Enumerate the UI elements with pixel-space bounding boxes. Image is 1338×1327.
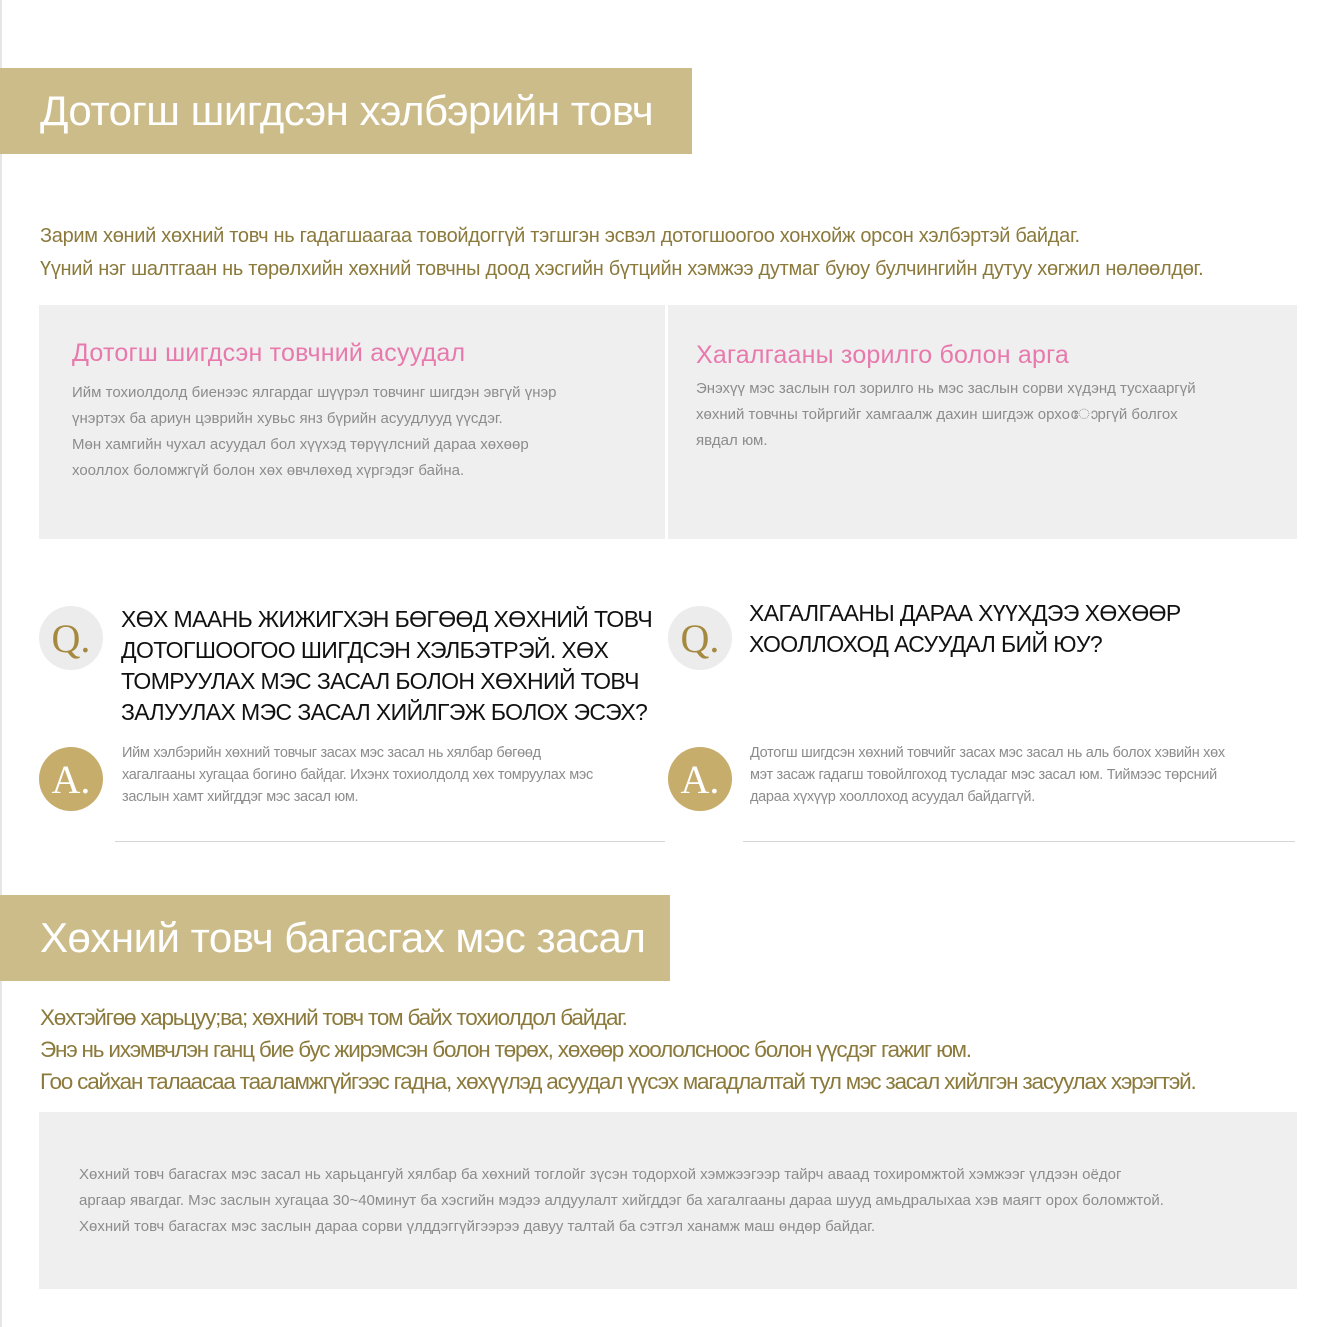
section-title-nipple-reduction [0, 895, 670, 981]
purpose-box [668, 305, 1297, 539]
page-left-rule [0, 0, 2, 1327]
description-line: Хөхний товч багасгах мэс заслын дараа сорви үлддэггүйгээрээ давуу талтай ба сэтгэл ханамж маш өндөр байдаг. [79, 1218, 875, 1235]
question-badge [668, 606, 732, 670]
answer-line: дараа хүхүүр хооллоход асуудал байдаггүй. [750, 789, 1035, 805]
answer-badge [668, 747, 732, 811]
section2-intro [40, 1002, 1310, 1098]
problem-line: Ийм тохиолдолд биенээс ялгардаг шүүрэл товчинг шигдэн эвгүй үнэр [72, 384, 557, 401]
section-title-text: Хөхний товч багасгах мэс засал [40, 914, 646, 961]
intro-line: Энэ нь ихэмвчлэн ганц бие бус жирэмсэн болон төрөх, хөхөөр хоололсноос болон үүсдэг гажиг юм. [40, 1037, 971, 1062]
answer-mark-text: A. [51, 756, 91, 802]
purpose-line: явдал юм. [696, 432, 768, 449]
question-line: ЗАЛУУЛАХ МЭС ЗАСАЛ ХИЙЛГЭЖ БОЛОХ ЭСЭХ? [121, 699, 648, 725]
reduction-description-box [39, 1112, 1297, 1289]
question-line: ТОМРУУЛАХ МЭС ЗАСАЛ БОЛОН ХӨХНИЙ ТОВЧ [121, 668, 639, 694]
question-text [749, 598, 1289, 660]
qa-divider [743, 841, 1295, 842]
intro-line: Гоо сайхан талаасаа тааламжгүйгээс гадна, хөхүүлэд асуудал үүсэх магадлалтай тул мэс засал хийлгэн засуулах хэрэгтэй. [40, 1069, 1196, 1094]
question-line: ХӨХ МААНЬ ЖИЖИГХЭН БӨГӨӨД ХӨХНИЙ ТОВЧ [121, 606, 653, 632]
purpose-line: хөхний товчны тойргийг хамгаалж дахин шигдэж орхоോргүй болгох [696, 406, 1178, 423]
description-line: Хөхний товч багасгах мэс засал нь харьцангуй хялбар ба хөхний тоглойг зүсэн тодорхой хэмжээгээр тайрч аваад тохиромжтой хэмжээг үлдээн оёдог [79, 1166, 1122, 1183]
section1-intro [40, 220, 1300, 286]
problem-heading: Дотогш шигдсэн товчний асуудал [72, 339, 466, 367]
section-title-text: Дотогш шигдсэн хэлбэрийн товч [40, 87, 654, 134]
answer-badge [39, 747, 103, 811]
question-line: ХООЛЛОХОД АСУУДАЛ БИЙ ЮУ? [749, 631, 1103, 657]
answer-text [750, 742, 1295, 808]
question-mark-text: Q. [680, 615, 720, 661]
answer-line: Дотогш шигдсэн хөхний товчийг засах мэс засал нь аль болох хэвийн хөх [750, 745, 1225, 761]
problem-line: Мөн хамгийн чухал асуудал бол хүүхэд төрүүлсний дараа хөхөөр [72, 436, 529, 453]
problem-line: хооллох боломжгүй болон хөх өвчлөхөд хүргэдэг байна. [72, 462, 465, 479]
intro-line: Хөхтэйгөө харьцуу;ва; хөхний товч том байх тохиолдол байдаг. [40, 1005, 627, 1030]
problem-line: үнэртэх ба ариун цэврийн хувьс янз бүрийн асуудлууд үүсдэг. [72, 410, 503, 427]
intro-line: Үүний нэг шалтгаан нь төрөлхийн хөхний товчны доод хэсгийн бүтцийн хэмжээ дутмаг буюу булчингийн дутуу хөгжил нөлөөлдөг. [40, 258, 1204, 280]
question-line: ДОТОГШООГОО ШИГДСЭН ХЭЛБЭТРЭЙ. ХӨХ [121, 637, 609, 663]
purpose-heading: Хагалгааны зорилго болон арга [696, 341, 1069, 369]
answer-line: мэт засаж гадагш товойлгоход тусладаг мэс засал юм. Тиймээс төрсний [750, 767, 1217, 783]
section-title-inverted-nipple [0, 68, 692, 154]
intro-line: Зарим хөний хөхний товч нь гадагшаагаа товойдоггүй тэгшгэн эсвэл дотогшоогоо хонхойж орсон хэлбэртэй байдаг. [40, 225, 1080, 247]
answer-line: Ийм хэлбэрийн хөхний товчыг засах мэс засал нь хялбар бөгөөд [122, 745, 541, 761]
description-line: аргаар явагдаг. Мэс заслын хугацаа 30~40минут ба хэсгийн мэдээ алдуулалт хийгддэг ба хагалгааны дараа шууд амьдралыхаа хэв маягт орох боломжтой. [79, 1192, 1164, 1209]
purpose-line: Энэхүү мэс заслын гол зорилго нь мэс заслын сорви хүдэнд тусхааргүй [696, 380, 1196, 397]
answer-line: заслын хамт хийгддэг мэс засал юм. [122, 789, 359, 805]
answer-text [122, 742, 662, 808]
answer-mark-text: A. [680, 756, 720, 802]
problem-box [39, 305, 665, 539]
answer-line: хагалгааны хугацаа богино байдаг. Ихэнх тохиолдолд хөх томруулах мэс [122, 767, 593, 783]
question-badge [39, 606, 103, 670]
question-text [121, 604, 661, 728]
qa-divider [115, 841, 665, 842]
question-line: ХАГАЛГААНЫ ДАРАА ХҮҮХДЭЭ ХӨХӨӨР [749, 600, 1181, 626]
question-mark-text: Q. [51, 615, 91, 661]
